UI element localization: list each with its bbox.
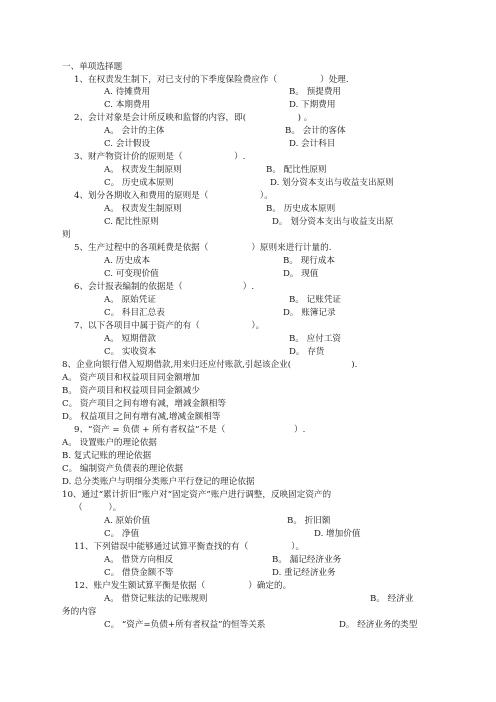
q6-option-c: C。 科目汇总表	[104, 308, 165, 318]
q8-option-a: A。 资产项目和权益项目同金额增加	[62, 373, 200, 383]
q8-option-c: C。 资产项目之间有增有减，增减金额相等	[62, 399, 226, 409]
question-7: 7、以下各项目中属于资产的有（ ）。	[74, 321, 265, 331]
question-5: 5、生产过程中的各项耗费是依据（ ）原则来进行计量的.	[74, 243, 332, 253]
question-4: 4、划分各期收入和费用的原则是（ ）。	[74, 191, 273, 201]
q9-option-a: A。 设置账户的理论依据	[62, 438, 157, 448]
q7-option-d: D。 存货	[289, 347, 325, 357]
q2-option-d: D. 会计科目	[289, 139, 336, 149]
q11-option-d: D. 重记经济业务	[272, 568, 336, 578]
q7-option-c: C。 实收资本	[104, 347, 157, 357]
q10-option-c: C。 净值	[104, 529, 140, 539]
q12-option-b-wrap: 务的内容	[62, 607, 97, 617]
q6-option-d: D。 账簿记录	[283, 308, 336, 318]
q1-option-d: D. 下期费用	[289, 100, 336, 110]
q3-option-b: B。 配比性原则	[266, 165, 327, 175]
q11-option-a: A。 借贷方向相反	[104, 555, 174, 565]
q4-option-d: D。 划分资本支出与收益支出原	[272, 217, 394, 227]
question-3: 3、财产物资计价的原则是（ ）.	[74, 152, 246, 162]
q4-option-d-wrap: 则	[62, 230, 71, 240]
question-6: 6、会计报表编制的依据是（ ）.	[74, 282, 255, 292]
q5-option-d: D。 现值	[283, 269, 319, 279]
q12-option-c: C。 “资产=负债+所有者权益”的恒等关系	[104, 620, 266, 630]
question-2: 2、会计对象是会计所反映和监督的内容，即( ) 。	[74, 113, 313, 123]
q9-option-b: B. 复式记账的理论依据	[62, 451, 152, 461]
q2-option-b: B。 会计的客体	[285, 126, 346, 136]
q7-option-a: A。 短期借款	[104, 334, 156, 344]
q11-option-b: B。 漏记经济业务	[272, 555, 342, 565]
q5-option-a: A. 历史成本	[104, 256, 151, 266]
q2-option-a: A。 会计的主体	[104, 126, 165, 136]
q3-option-d: D. 划分资本支出与收益支出原则	[270, 178, 394, 188]
q6-option-b: B。 记账凭证	[289, 295, 342, 305]
question-12: 12、账户发生额试算平衡是依据（ ）确定的。	[74, 581, 292, 591]
section-title: 一、单项选择题	[62, 62, 123, 72]
q5-option-b: B。 现行成本	[283, 256, 336, 266]
q4-option-a: A。 权责发生制原则	[104, 204, 182, 214]
q5-option-c: C. 可变现价值	[104, 269, 159, 279]
q6-option-a: A。 原始凭证	[104, 295, 156, 305]
question-10: 10、通过“累计折旧”账户对“固定资产”账户进行调整，反映固定资产的	[62, 490, 332, 500]
q12-option-a: A。 借贷记账法的记账规则	[104, 594, 208, 604]
q3-option-c: C。 历史成本原则	[104, 178, 174, 188]
question-9: 9、“资产 = 负债 + 所有者权益”不是（ ）.	[74, 425, 306, 435]
q1-option-b: B。 预提费用	[289, 87, 342, 97]
q12-option-b: B。 经济业	[370, 594, 414, 604]
q1-option-a: A. 待摊费用	[104, 87, 151, 97]
q8-option-b: B。 资产项目和权益项目同金额减少	[62, 386, 200, 396]
q1-option-c: C. 本期费用	[104, 100, 151, 110]
q8-option-d: D。 权益项目之间有增有减,增减金额相等	[62, 412, 221, 422]
q4-option-c: C. 配比性原则	[104, 217, 159, 227]
q2-option-c: C. 会计假设	[104, 139, 151, 149]
q10-option-a: A. 原始价值	[104, 516, 151, 526]
question-8: 8、企业向银行借入短期借款,用来归还应付账款,引起该企业( ).	[62, 360, 358, 370]
q9-option-c: C。 编制资产负债表的理论依据	[62, 464, 184, 474]
question-1: 1、在权责发生制下，对已支付的下季度保险费应作（ ）处理.	[74, 75, 349, 85]
q10-option-b: B。 折旧额	[287, 516, 331, 526]
q12-option-d: D。 经济业务的类型	[339, 620, 418, 630]
question-10-wrap: （ ）。	[74, 503, 122, 513]
q7-option-b: B。 应付工资	[289, 334, 342, 344]
q4-option-b: B。 历史成本原则	[266, 204, 336, 214]
q3-option-a: A。 权责发生制原则	[104, 165, 182, 175]
question-11: 11、下列错误中能够通过试算平衡查找的有（ ）。	[74, 542, 305, 552]
q11-option-c: C。 借贷金额不等	[104, 568, 174, 578]
q9-option-d: D. 总分类账户与明细分类账户平行登记的理论依据	[62, 477, 255, 487]
q10-option-d: D. 增加价值	[314, 529, 361, 539]
